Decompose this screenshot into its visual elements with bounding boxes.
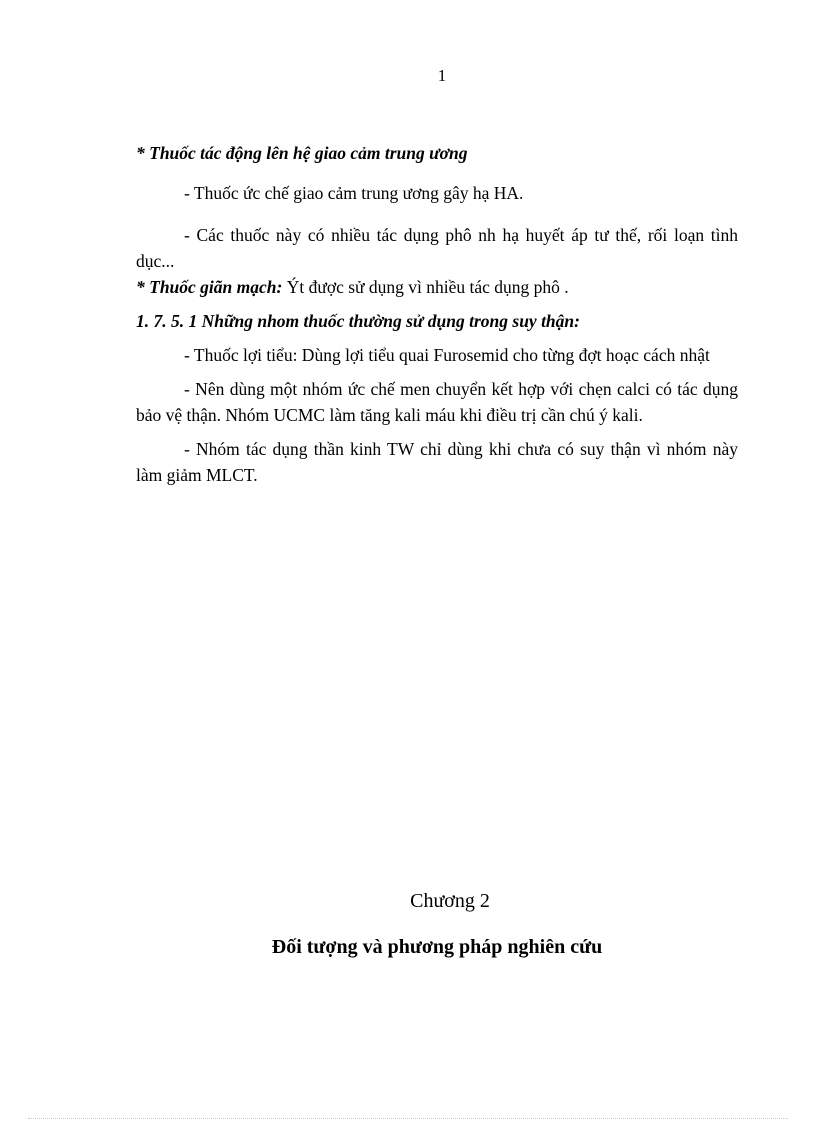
chapter-label: Chương 2 xyxy=(410,890,490,912)
paragraph-kidney-1: - Thuốc lợi tiểu: Dùng lợi tiểu quai Furosemid cho từng đợt hoạc cách nhật xyxy=(184,345,710,365)
vasodilator-text: Ýt được sử dụng vì nhiều tác dụng phô . xyxy=(282,277,569,297)
footer-divider xyxy=(28,1118,788,1119)
vasodilator-line xyxy=(136,274,738,300)
paragraph-sympathetic-2: - Các thuốc này có nhiều tác dụng phô nh hạ huyết áp tư thế, rối loạn tình dục... xyxy=(136,225,738,271)
section-heading-sympathetic: * Thuốc tác động lên hệ giao cảm trung ương xyxy=(136,143,468,163)
paragraph-kidney-3: - Nhóm tác dụng thần kinh TW chỉ dùng khi chưa có suy thận vì nhóm này làm giảm MLCT. xyxy=(136,439,738,485)
paragraph-sympathetic-1: - Thuốc ức chế giao cảm trung ương gây hạ HA. xyxy=(184,183,524,203)
page-number: 1 xyxy=(437,66,447,85)
paragraph-kidney-2: - Nên dùng một nhóm ức chế men chuyển kết hợp với chẹn calci có tác dụng bảo vệ thận. Nhóm UCMC làm tăng kali máu khi điều trị cần chú ý kali. xyxy=(136,379,738,425)
vasodilator-heading: * Thuốc giãn mạch: xyxy=(136,277,283,297)
section-heading-kidney: 1. 7. 5. 1 Những nhom thuốc thường sử dụng trong suy thận: xyxy=(136,311,580,331)
chapter-title: Đối tượng và phương pháp nghiên cứu xyxy=(271,936,603,958)
document-body xyxy=(136,140,738,488)
